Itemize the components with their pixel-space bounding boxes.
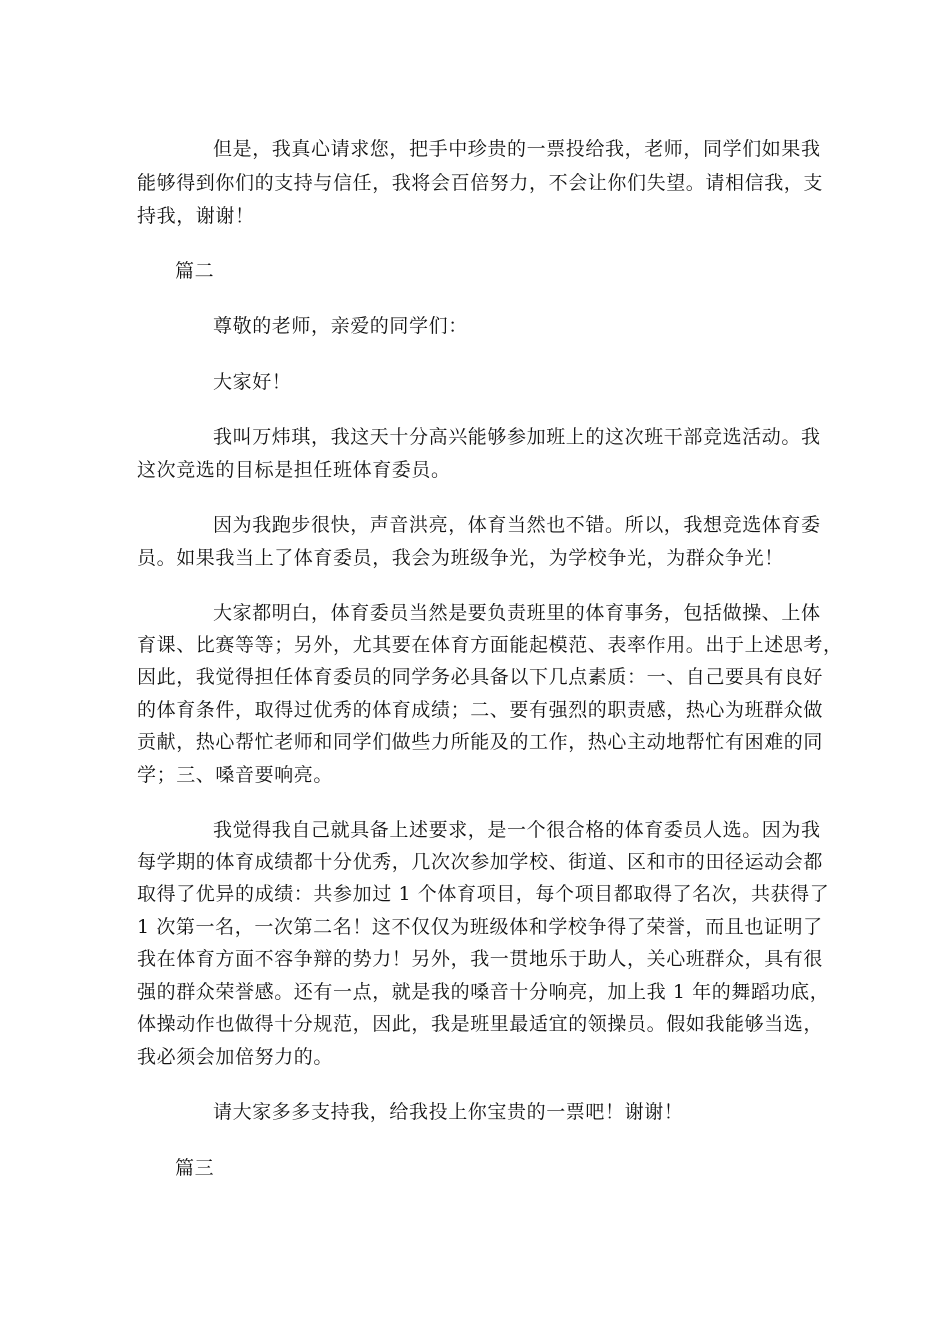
paragraph-line: 能够得到你们的支持与信任，我将会百倍努力，不会让你们失望。请相信我，支 [137,172,824,194]
paragraph-line: 取得了优异的成绩：共参加过 1 个体育项目，每个项目都取得了名次，共获得了 [137,883,830,905]
paragraph-line: 1 次第一名，一次第二名！这不仅仅为班级体和学校争得了荣誉，而且也证明了 [137,916,823,938]
paragraph-line: 但是，我真心请求您，把手中珍贵的一票投给我，老师，同学们如果我 [213,138,821,160]
paragraph-line: 大家都明白，体育委员当然是要负责班里的体育事务，包括做操、上体 [213,602,821,624]
paragraph-line: 贡献，热心帮忙老师和同学们做些力所能及的工作，热心主动地帮忙有困难的同 [137,731,824,753]
paragraph-line: 我觉得我自己就具备上述要求，是一个很合格的体育委员人选。因为我 [213,819,821,841]
paragraph-line: 持我，谢谢！ [137,205,255,227]
paragraph-line: 员。如果我当上了体育委员，我会为班级争光，为学校争光，为群众争光！ [137,547,784,569]
paragraph-line: 我叫万炜琪，我这天十分高兴能够参加班上的这次班干部竞选活动。我 [213,426,821,448]
paragraph-line: 我在体育方面不容争辩的势力！另外，我一贯地乐于助人，关心班群众，具有很 [137,948,824,970]
paragraph-line: 学；三、嗓音要响亮。 [137,764,334,786]
paragraph-line: 育课、比赛等等；另外，尤其要在体育方面能起模范、表率作用。出于上述思考， [137,634,843,656]
paragraph-line: 我必须会加倍努力的。 [137,1046,334,1068]
paragraph-line: 体操动作也做得十分规范，因此，我是班里最适宜的领操员。假如我能够当选， [137,1013,824,1035]
paragraph-line: 这次竞选的目标是担任班体育委员。 [137,459,451,481]
closing-line: 请大家多多支持我，给我投上你宝贵的一票吧！谢谢！ [213,1101,684,1123]
salutation: 尊敬的老师，亲爱的同学们： [213,315,468,337]
paragraph-line: 因此，我觉得担任体育委员的同学务必具备以下几点素质：一、自己要具有良好 [137,666,824,688]
paragraph-line: 的体育条件，取得过优秀的体育成绩；二、要有强烈的职责感，热心为班群众做 [137,699,824,721]
section-heading: 篇三 [175,1157,215,1179]
paragraph-line: 因为我跑步很快，声音洪亮，体育当然也不错。所以，我想竞选体育委 [213,514,821,536]
paragraph-line: 每学期的体育成绩都十分优秀，几次次参加学校、街道、区和市的田径运动会都 [137,851,824,873]
section-heading: 篇二 [175,260,215,282]
greeting: 大家好！ [213,371,292,393]
paragraph-line: 强的群众荣誉感。还有一点，就是我的嗓音十分响亮，加上我 1 年的舞蹈功底， [137,981,830,1003]
